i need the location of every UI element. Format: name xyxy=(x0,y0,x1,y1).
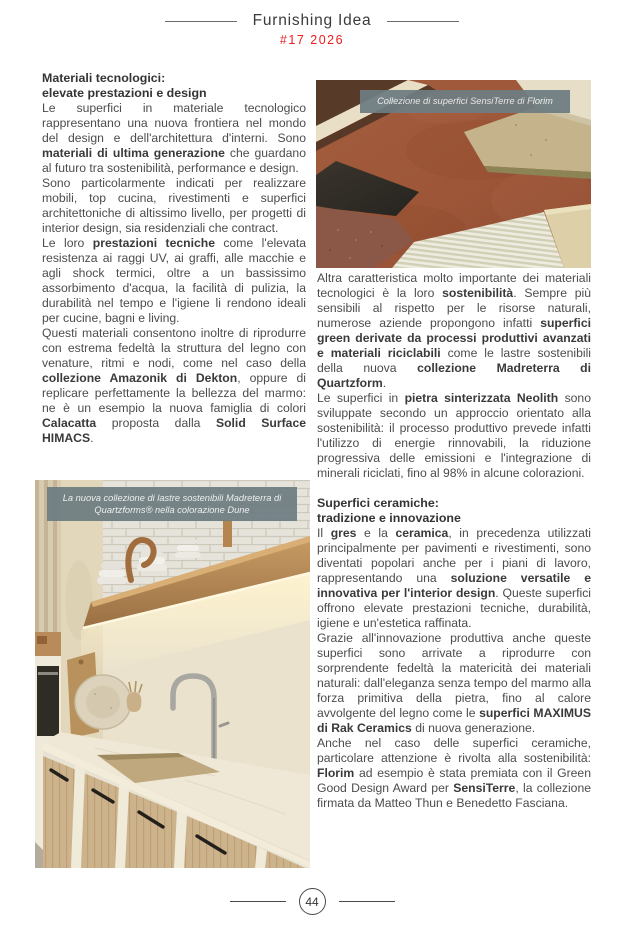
issue-number: #17 2026 xyxy=(279,33,345,47)
kitchen-photo xyxy=(35,480,310,868)
paragraph: Anche nel caso delle superfici ceramiche, particolare attenzione è rivolta alla sostenibilità: Florim ad esempio è stata premiata con il Green Good Design Award per SensiTerre, la collezione firmata da Matteo Thun e Benedetto Fasciana. xyxy=(317,736,591,810)
heading-line: elevate prestazioni e design xyxy=(42,86,207,100)
heading-line: Materiali tecnologici: xyxy=(42,71,166,85)
header-rule-left xyxy=(165,21,237,22)
figure-caption-sensiterre: Collezione di superfici SensiTerre di Florim xyxy=(360,90,570,113)
paragraph: Altra caratteristica molto importante dei materiali tecnologici è la loro sostenibilità. Sempre più sensibili al rispetto per le risorse naturali, numerose aziende propongono infatti superfici green derivate da processi produttivi avanzati e materiali riciclabili come le lastre sostenibili della nuova collezione Madreterra di Quartzform. xyxy=(317,271,591,390)
section-heading-ceramiche xyxy=(317,496,591,526)
page-footer xyxy=(0,888,624,915)
paragraph: Il gres e la ceramica, in precedenza utilizzati principalmente per pavimenti e rivestimenti, sono diventati popolari anche per i piani di lavoro, rappresentando una soluzione versatile e innovativa per l'interior design. Queste superfici offrono elevate prestazioni tecniche, durabilità, igiene e un'estetica raffinata. xyxy=(317,526,591,630)
paragraph: Sono particolarmente indicati per realizzare mobili, top cucina, rivestimenti e superfici architettoniche di altissimo livello, per progetti di interior design, sia residenziali che contract. xyxy=(42,176,306,235)
paragraph: Grazie all'innovazione produttiva anche queste superfici sono arrivate a riprodurre con sorprendente fedeltà la matericità dei materiali naturali: dall'eleganza senza tempo del marmo alla forza primitiva della pietra, fino al calore avvolgente del legno come le superfici MAXIMUS di Rak Ceramics di nuova generazione. xyxy=(317,631,591,735)
heading-line: Superfici ceramiche: xyxy=(317,496,439,510)
figure-caption-madreterra: La nuova collezione di lastre sostenibili Madreterra di Quartzforms® nella colorazione Dune xyxy=(47,487,297,521)
figure-sensiterre-surfaces xyxy=(316,80,591,268)
heading-line: tradizione e innovazione xyxy=(317,511,461,525)
right-column-paragraphs-bottom xyxy=(317,526,591,811)
right-column xyxy=(317,271,591,811)
section-heading-materiali xyxy=(42,71,306,101)
paragraph: Questi materiali consentono inoltre di riprodurre con estrema fedeltà la struttura del legno con venature, ritmi e nodi, come nel caso della collezione Amazonik di Dekton, oppure di replicare perfettamente la bellezza del marmo: ne è un esempio la nuova famiglia di colori Calacatta proposta dalla Solid Surface HIMACS. xyxy=(42,326,307,445)
oven xyxy=(37,666,59,736)
left-column-paragraphs xyxy=(42,101,306,446)
page-number: 44 xyxy=(299,888,326,915)
footer-rule-right xyxy=(339,901,395,902)
header-rule-right xyxy=(387,21,459,22)
paragraph: Le loro prestazioni tecniche come l'elevata resistenza ai raggi UV, ai graffi, alle macchie e agli shock termici, oltre a un bassissimo assorbimento d'acqua, la facilità di pulizia, la durabilità nel tempo e l'igiene li rendono ideali per cucine, bagni e living. xyxy=(42,236,306,325)
paragraph: Le superfici in pietra sinterizzata Neolith sono sviluppate secondo un approccio orientato alla sostenibilità: il processo produttivo prevede infatti l'utilizzo di energie rinnovabili, la riduzione progressiva delle emissioni e l'integrazione di minerali riciclati, fino al 98% in alcune colorazioni. xyxy=(317,391,591,480)
page-header xyxy=(0,12,624,47)
figure-madreterra-kitchen xyxy=(35,480,310,868)
round-plate xyxy=(75,675,131,729)
paragraph: Le superfici in materiale tecnologico rappresentano una nuova frontiera nel mondo del design e dell'architettura d'interni. Sono materiali di ultima generazione che guardano al futuro tra sostenibilità, performance e design. xyxy=(42,101,306,175)
left-column xyxy=(42,71,306,446)
right-column-paragraphs-top xyxy=(317,271,591,481)
footer-rule-left xyxy=(230,901,286,902)
magazine-title: Furnishing Idea xyxy=(252,12,372,29)
